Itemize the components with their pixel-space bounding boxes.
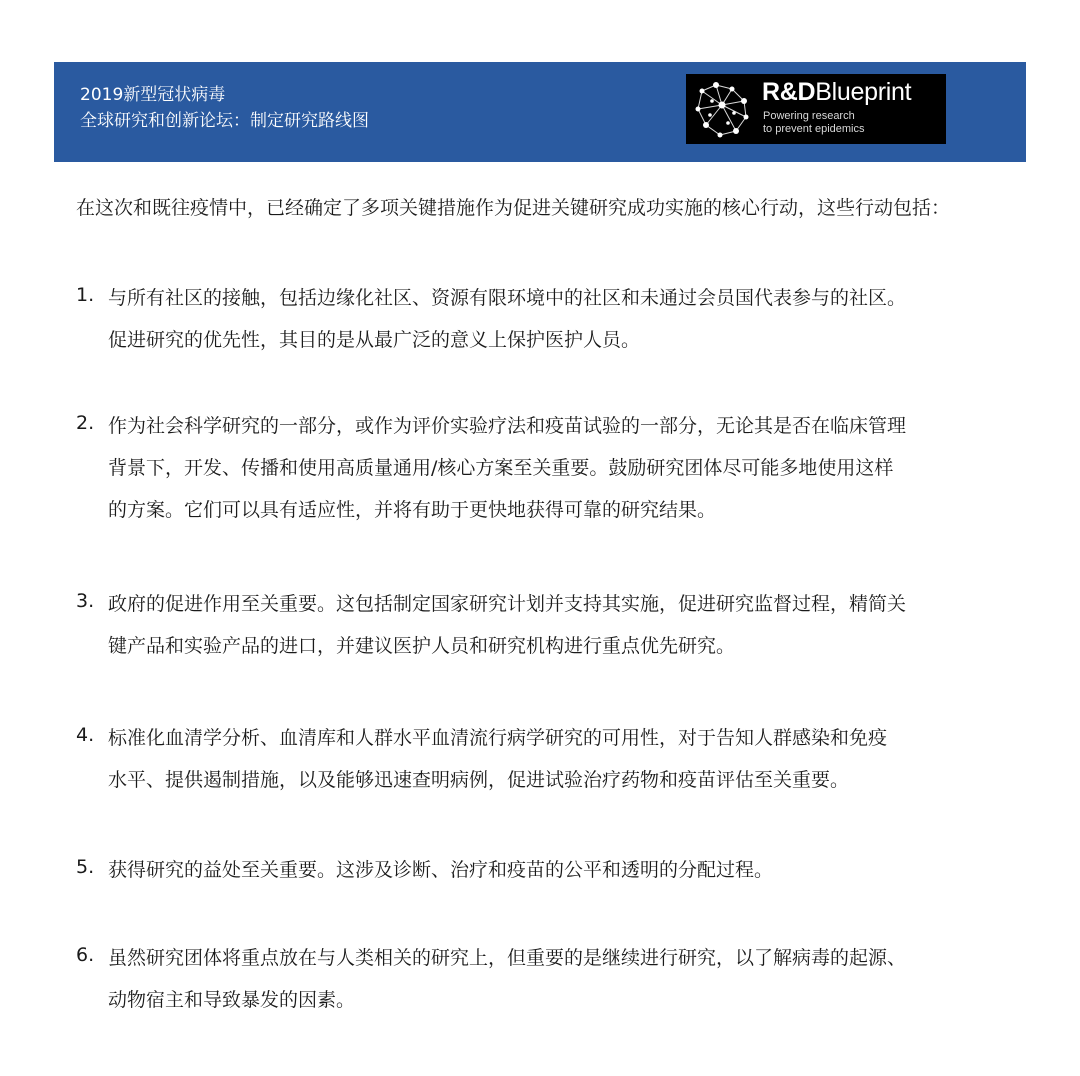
list-item-line: 获得研究的益处至关重要。这涉及诊断、治疗和疫苗的公平和透明的分配过程。 xyxy=(108,859,774,881)
logo-tagline xyxy=(763,110,865,136)
list-item-line: 与所有社区的接触，包括边缘化社区、资源有限环境中的社区和未通过会员国代表参与的社区。 xyxy=(108,287,907,309)
list-item-line: 背景下，开发、传播和使用高质量通用/核心方案至关重要。鼓励研究团体尽可能多地使用这样 xyxy=(108,457,894,479)
list-item-text xyxy=(108,944,906,1028)
list-item-text xyxy=(108,590,906,674)
list-item-line: 键产品和实验产品的进口，并建议医护人员和研究机构进行重点优先研究。 xyxy=(108,635,736,657)
list-item-number: 4. xyxy=(76,724,95,746)
list-item-text xyxy=(108,284,906,368)
logo-wordmark-regular: Blueprint xyxy=(815,78,912,106)
intro-paragraph: 在这次和既往疫情中，已经确定了多项关键措施作为促进关键研究成功实施的核心行动，这些行动包括： xyxy=(76,197,951,219)
banner-title xyxy=(80,82,369,134)
logo-wordmark-bold: R&D xyxy=(762,78,816,106)
list-item-number: 2. xyxy=(76,412,95,434)
banner-title-line2: 全球研究和创新论坛：制定研究路线图 xyxy=(80,111,369,131)
list-item-text xyxy=(108,856,773,898)
list-item-line: 的方案。它们可以具有适应性，并将有助于更快地获得可靠的研究结果。 xyxy=(108,499,717,521)
banner-title-line1: 2019新型冠状病毒 xyxy=(80,85,226,105)
list-item-line: 作为社会科学研究的一部分，或作为评价实验疗法和疫苗试验的一部分，无论其是否在临床管理 xyxy=(108,415,907,437)
list-item-line: 政府的促进作用至关重要。这包括制定国家研究计划并支持其实施，促进研究监督过程，精简关 xyxy=(108,593,907,615)
list-item-line: 促进研究的优先性，其目的是从最广泛的意义上保护医护人员。 xyxy=(108,329,641,351)
list-item-line: 标准化血清学分析、血清库和人群水平血清流行病学研究的可用性，对于告知人群感染和免疫 xyxy=(108,727,888,749)
list-item-number: 1. xyxy=(76,284,95,306)
list-item-line: 水平、提供遏制措施，以及能够迅速查明病例，促进试验治疗药物和疫苗评估至关重要。 xyxy=(108,769,850,791)
rd-blueprint-logo xyxy=(686,74,946,144)
list-item-line: 动物宿主和导致暴发的因素。 xyxy=(108,989,356,1011)
logo-wordmark xyxy=(762,78,911,107)
logo-tagline-line2: to prevent epidemics xyxy=(763,123,865,135)
list-item-number: 6. xyxy=(76,944,95,966)
list-item-line: 虽然研究团体将重点放在与人类相关的研究上，但重要的是继续进行研究，以了解病毒的起源、 xyxy=(108,947,907,969)
header-banner xyxy=(54,62,1026,162)
list-item-number: 5. xyxy=(76,856,95,878)
logo-tagline-line1: Powering research xyxy=(763,110,855,122)
list-item-text xyxy=(108,412,906,538)
network-globe-icon xyxy=(692,79,754,139)
list-item-number: 3. xyxy=(76,590,95,612)
list-item-text xyxy=(108,724,887,808)
